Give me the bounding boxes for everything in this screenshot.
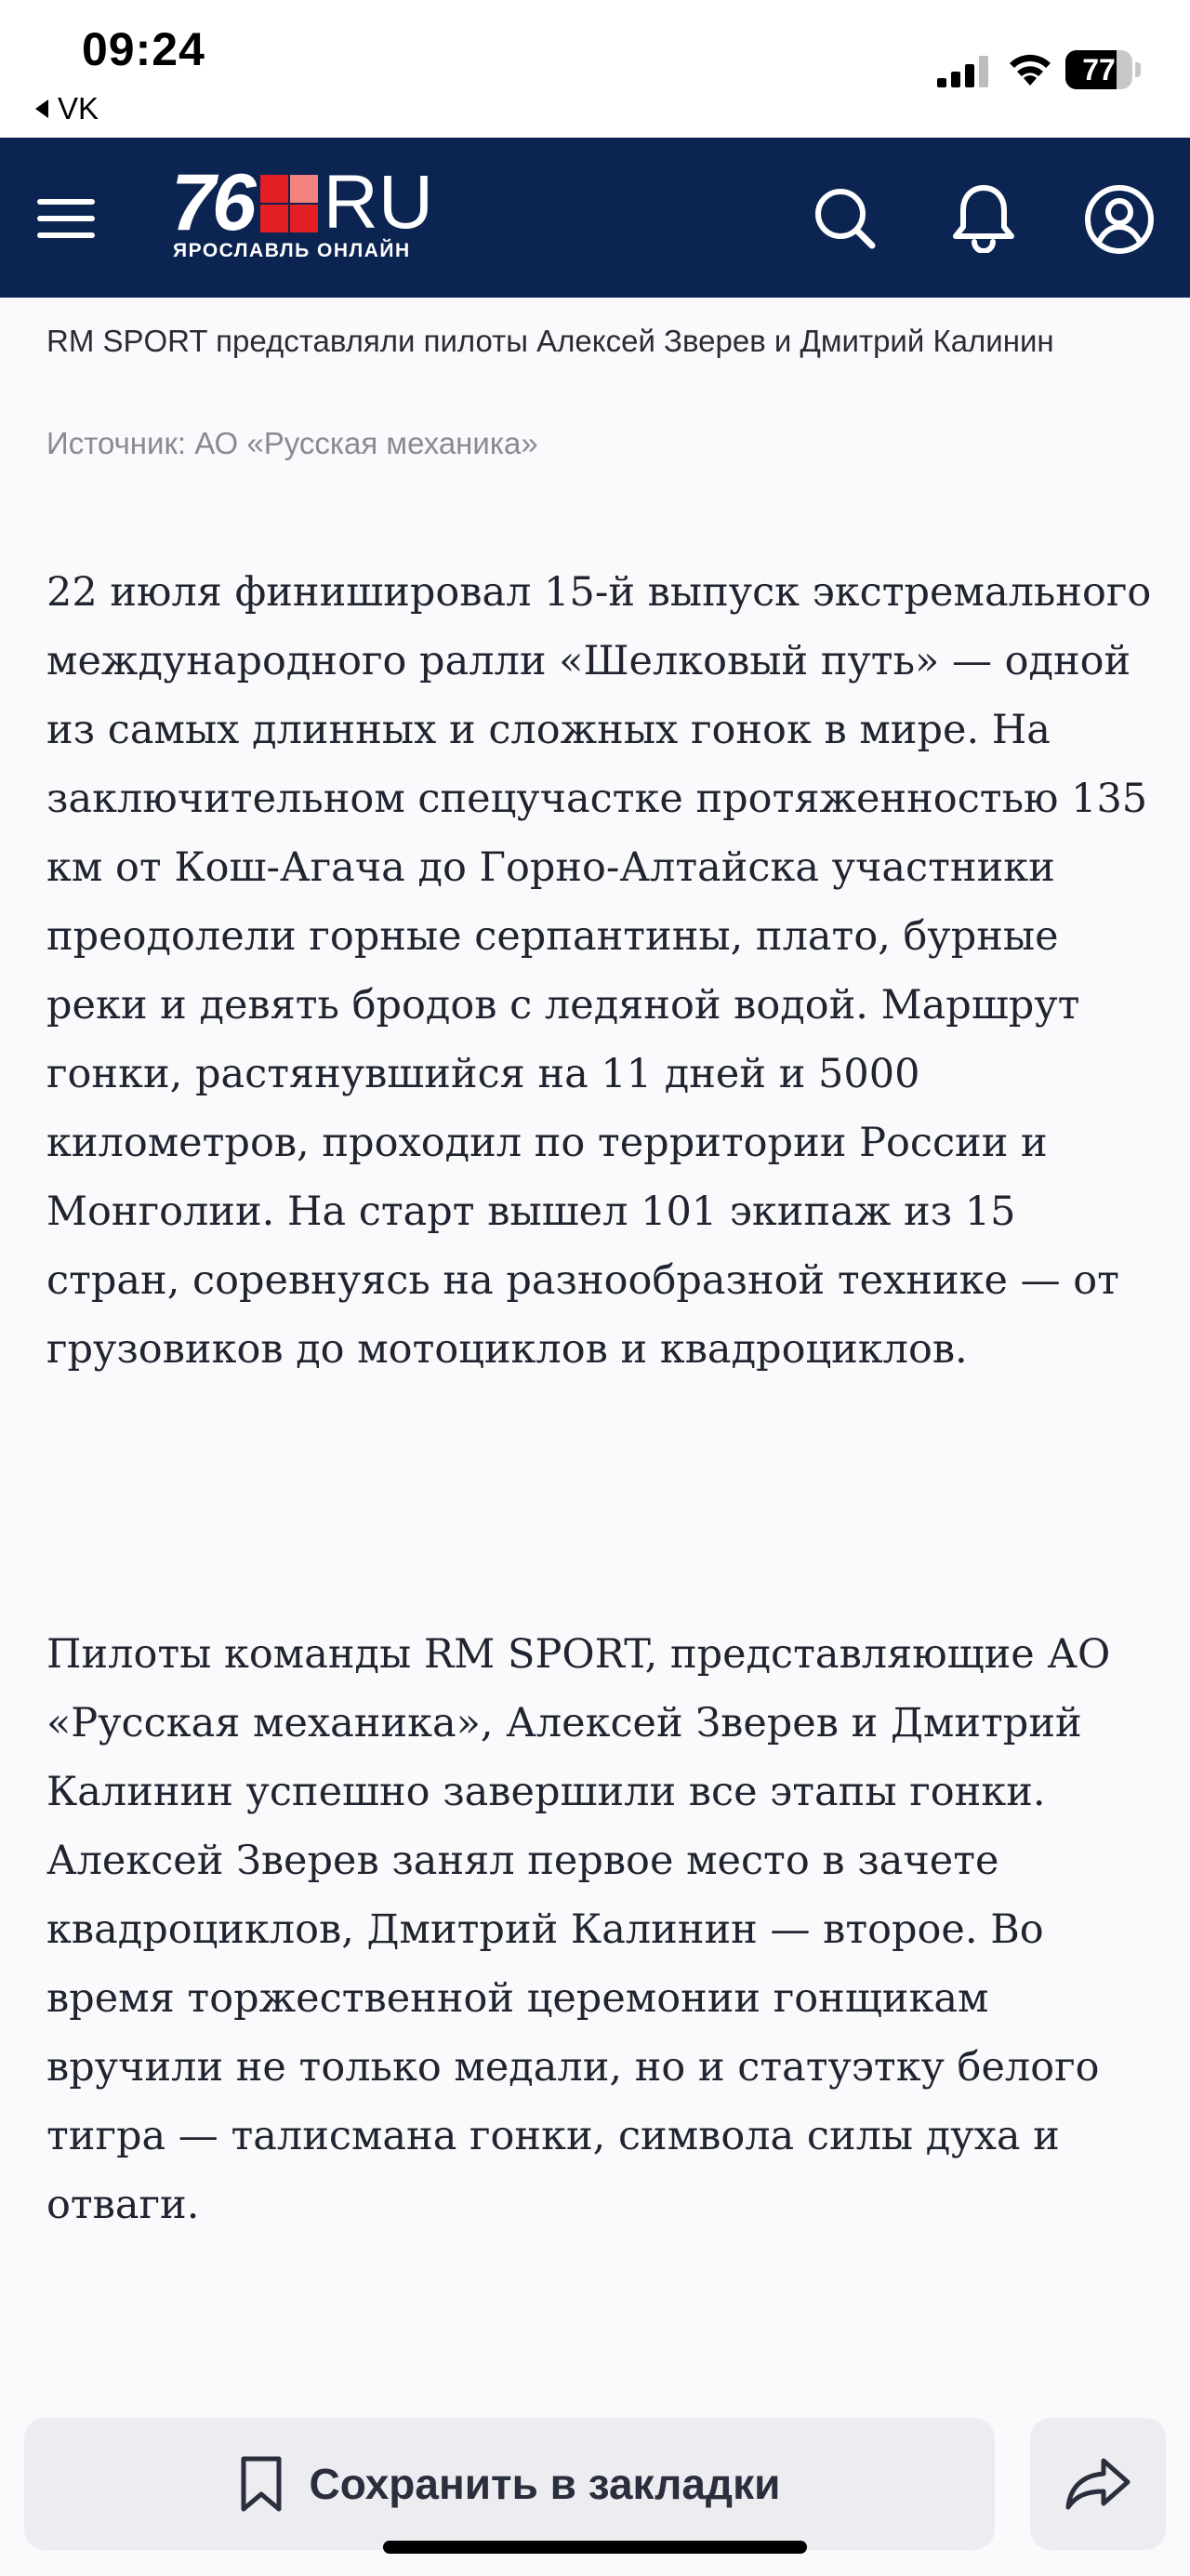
back-arrow-icon (35, 100, 48, 118)
photo-source: Источник: АО «Русская механика» (46, 426, 538, 460)
article-paragraph: Пилоты команды RM SPORT, представляющие АО «Русская механика», Алексей Зверев и Дмитрий Калинин успешно завершили все этапы гонки. Алексей Зверев занял первое место в зачете квадроциклов, Дмитрий Калинин — второе. Во время торжественной церемонии гонщикам вручили не только медали, но и статуэтку белого тигра — талисмана гонки, символа силы духа и отваги. (46, 1631, 1111, 2228)
bell-icon[interactable] (950, 182, 1017, 253)
status-bar (0, 0, 1190, 138)
share-icon (1064, 2457, 1131, 2511)
user-icon[interactable] (1084, 184, 1155, 255)
back-to-app-button[interactable] (35, 91, 99, 126)
logo-square-icon (260, 175, 318, 232)
bookmark-icon (239, 2455, 284, 2513)
back-app-label: VK (58, 91, 99, 126)
battery-icon (1065, 50, 1142, 89)
status-time: 09:24 (82, 23, 205, 75)
photo-caption: RM SPORT представляли пилоты Алексей Зверев и Дмитрий Калинин (46, 324, 1054, 358)
share-button[interactable] (1030, 2418, 1166, 2550)
logo-suffix: RU (323, 160, 434, 245)
battery-level: 77 (1082, 53, 1116, 86)
site-logo[interactable] (171, 158, 506, 268)
logo-subtitle: ЯРОСЛАВЛЬ ОНЛАЙН (173, 240, 411, 261)
cellular-signal-icon (937, 56, 991, 87)
bookmark-label: Сохранить в закладки (309, 2460, 781, 2508)
logo-digits: 76 (171, 158, 253, 247)
site-header (0, 138, 1190, 298)
search-icon[interactable] (813, 186, 878, 251)
article-paragraph: 22 июля финишировал 15-й выпуск экстремального международного ралли «Шелковый путь» — одной из самых длинных и сложных гонок в мире. На заключительном спецучастке протяженностью 135 км от Кош-Агача до Горно-Алтайска участники преодолели горные серпантины, плато, бурные реки и девять бродов с ледяной водой. Маршрут гонки, растянувшийся на 11 дней и 5000 километров, проходил по территории России и Монголии. На старт вышел 101 экипаж из 15 стран, соревнуясь на разнообразной технике — от грузовиков до мотоциклов и квадроциклов. (46, 569, 1152, 1373)
menu-icon[interactable] (37, 197, 99, 240)
save-bookmark-button[interactable] (24, 2418, 995, 2550)
wifi-icon (1006, 50, 1054, 87)
home-indicator (383, 2541, 807, 2554)
